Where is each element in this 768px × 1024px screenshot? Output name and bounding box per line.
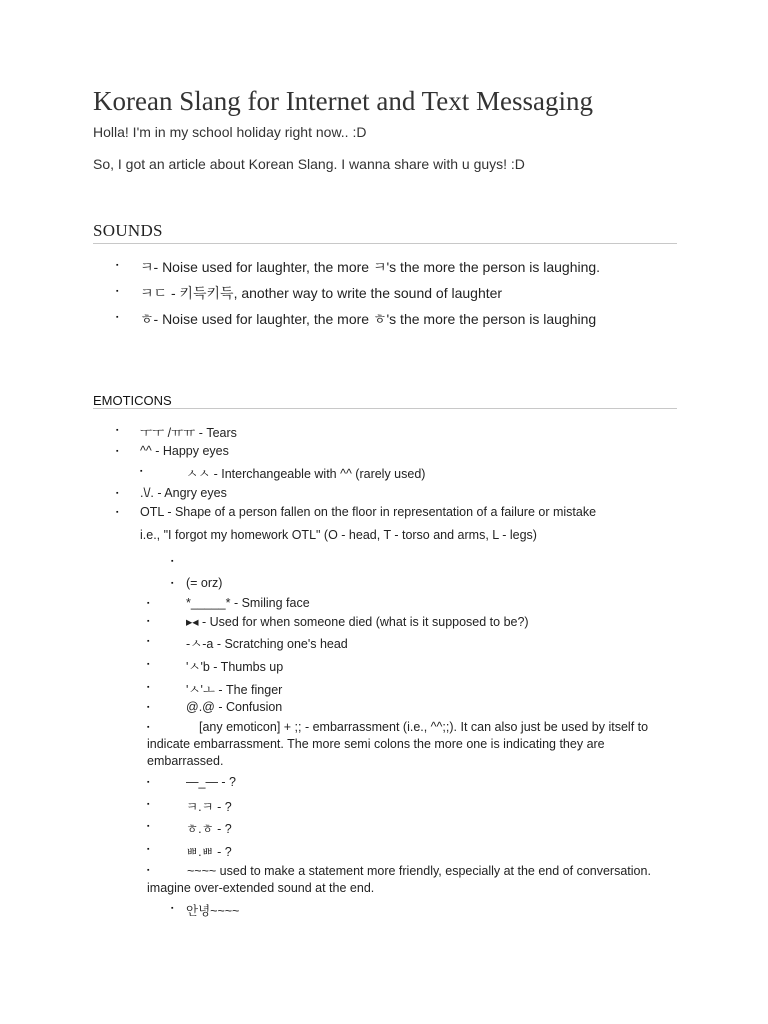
bullet-icon: ▪ [147,684,150,691]
intro-line-2: So, I got an article about Korean Slang. I wanna share with u guys! :D [93,156,525,172]
emoticon-item: ㅜㅜ /ㅠㅠ - Tears [140,426,237,440]
emoticon-item: 'ㅅ'b - Thumbs up [186,660,284,674]
bullet-icon: ▪ [116,448,119,455]
emoticon-item: ㅋ.ㅋ - ? [186,800,232,814]
emoticon-item: ㅎ.ㅎ - ? [186,822,232,836]
bullet-icon: ▪ [116,427,119,434]
otl-example: i.e., "I forgot my homework OTL" (O - head, T - torso and arms, L - legs) [140,528,537,542]
page-title: Korean Slang for Internet and Text Messaging [93,86,593,116]
emoticons-divider [93,408,677,409]
bullet-icon: ▪ [116,262,119,269]
emoticon-item: *_____* - Smiling face [186,596,310,610]
bullet-icon: ▪ [116,490,119,497]
bullet-icon: ▪ [171,558,174,565]
emoticon-item: OTL - Shape of a person fallen on the floor in representation of a failure or mistake [140,505,597,519]
emoticon-item: ㅃ.ㅃ - ? [186,845,232,859]
emoticon-item: 'ㅅ'ㅗ - The finger [186,683,283,697]
bullet-icon: ▪ [171,580,174,587]
bullet-icon: ▪ [116,509,119,516]
bullet-icon: ▪ [147,779,150,786]
sounds-item: ㅋ- Noise used for laughter, the more ㅋ's the more the person is laughing. [140,259,601,275]
orz-item: (= orz) [186,576,223,590]
bullet-icon: ▪ [147,846,150,853]
intro-line-1: Holla! I'm in my school holiday right now.. :D [93,124,367,140]
bullet-icon: ▪ [147,704,150,711]
bullet-icon: ▪ [147,867,150,874]
emoticon-sub-item: ㅅㅅ - Interchangeable with ^^ (rarely used) [186,467,426,481]
emoticon-item: ^^ - Happy eyes [140,444,229,458]
sounds-item: ㅎ- Noise used for laughter, the more ㅎ's the more the person is laughing [140,311,597,327]
bullet-icon: ▪ [147,600,150,607]
emoticons-heading: EMOTICONS [93,393,172,408]
bullet-icon: ▪ [147,801,150,808]
emoticon-item: -ㅅ-a - Scratching one's head [186,637,348,651]
bullet-icon: ▪ [147,724,150,731]
bullet-icon: ▪ [171,905,174,912]
bullet-icon: ▪ [116,314,119,321]
emoticon-item: @.@ - Confusion [186,700,283,714]
bullet-icon: ▪ [116,288,119,295]
tilde-example: 안녕~~~~ [186,904,240,918]
emoticon-item: —_— - ? [186,775,237,789]
tilde-item: ~~~~ used to make a statement more friendly, especially at the end of conversation. imagine over-extended sound at the end. [147,864,651,895]
bullet-icon: ▪ [147,823,150,830]
sounds-divider [93,243,677,244]
sounds-item: ㅋㄷ - 키득키득, another way to write the sound of laughter [140,285,503,301]
bullet-icon: ▪ [147,638,150,645]
bullet-icon: ▪ [140,468,143,475]
bullet-icon: ▪ [147,661,150,668]
emoticon-item: .\/. - Angry eyes [140,486,227,500]
sounds-heading: SOUNDS [93,221,163,240]
embarrassment-item: [any emoticon] + ;; - embarrassment (i.e., ^^;;). It can also just be used by itself to indicate embarrassment. The more semi colons the more one is indicating they are embarrassed. [147,720,649,768]
bullet-icon: ▪ [147,618,150,625]
emoticon-item: ▸◂ - Used for when someone died (what is it supposed to be?) [186,615,529,629]
